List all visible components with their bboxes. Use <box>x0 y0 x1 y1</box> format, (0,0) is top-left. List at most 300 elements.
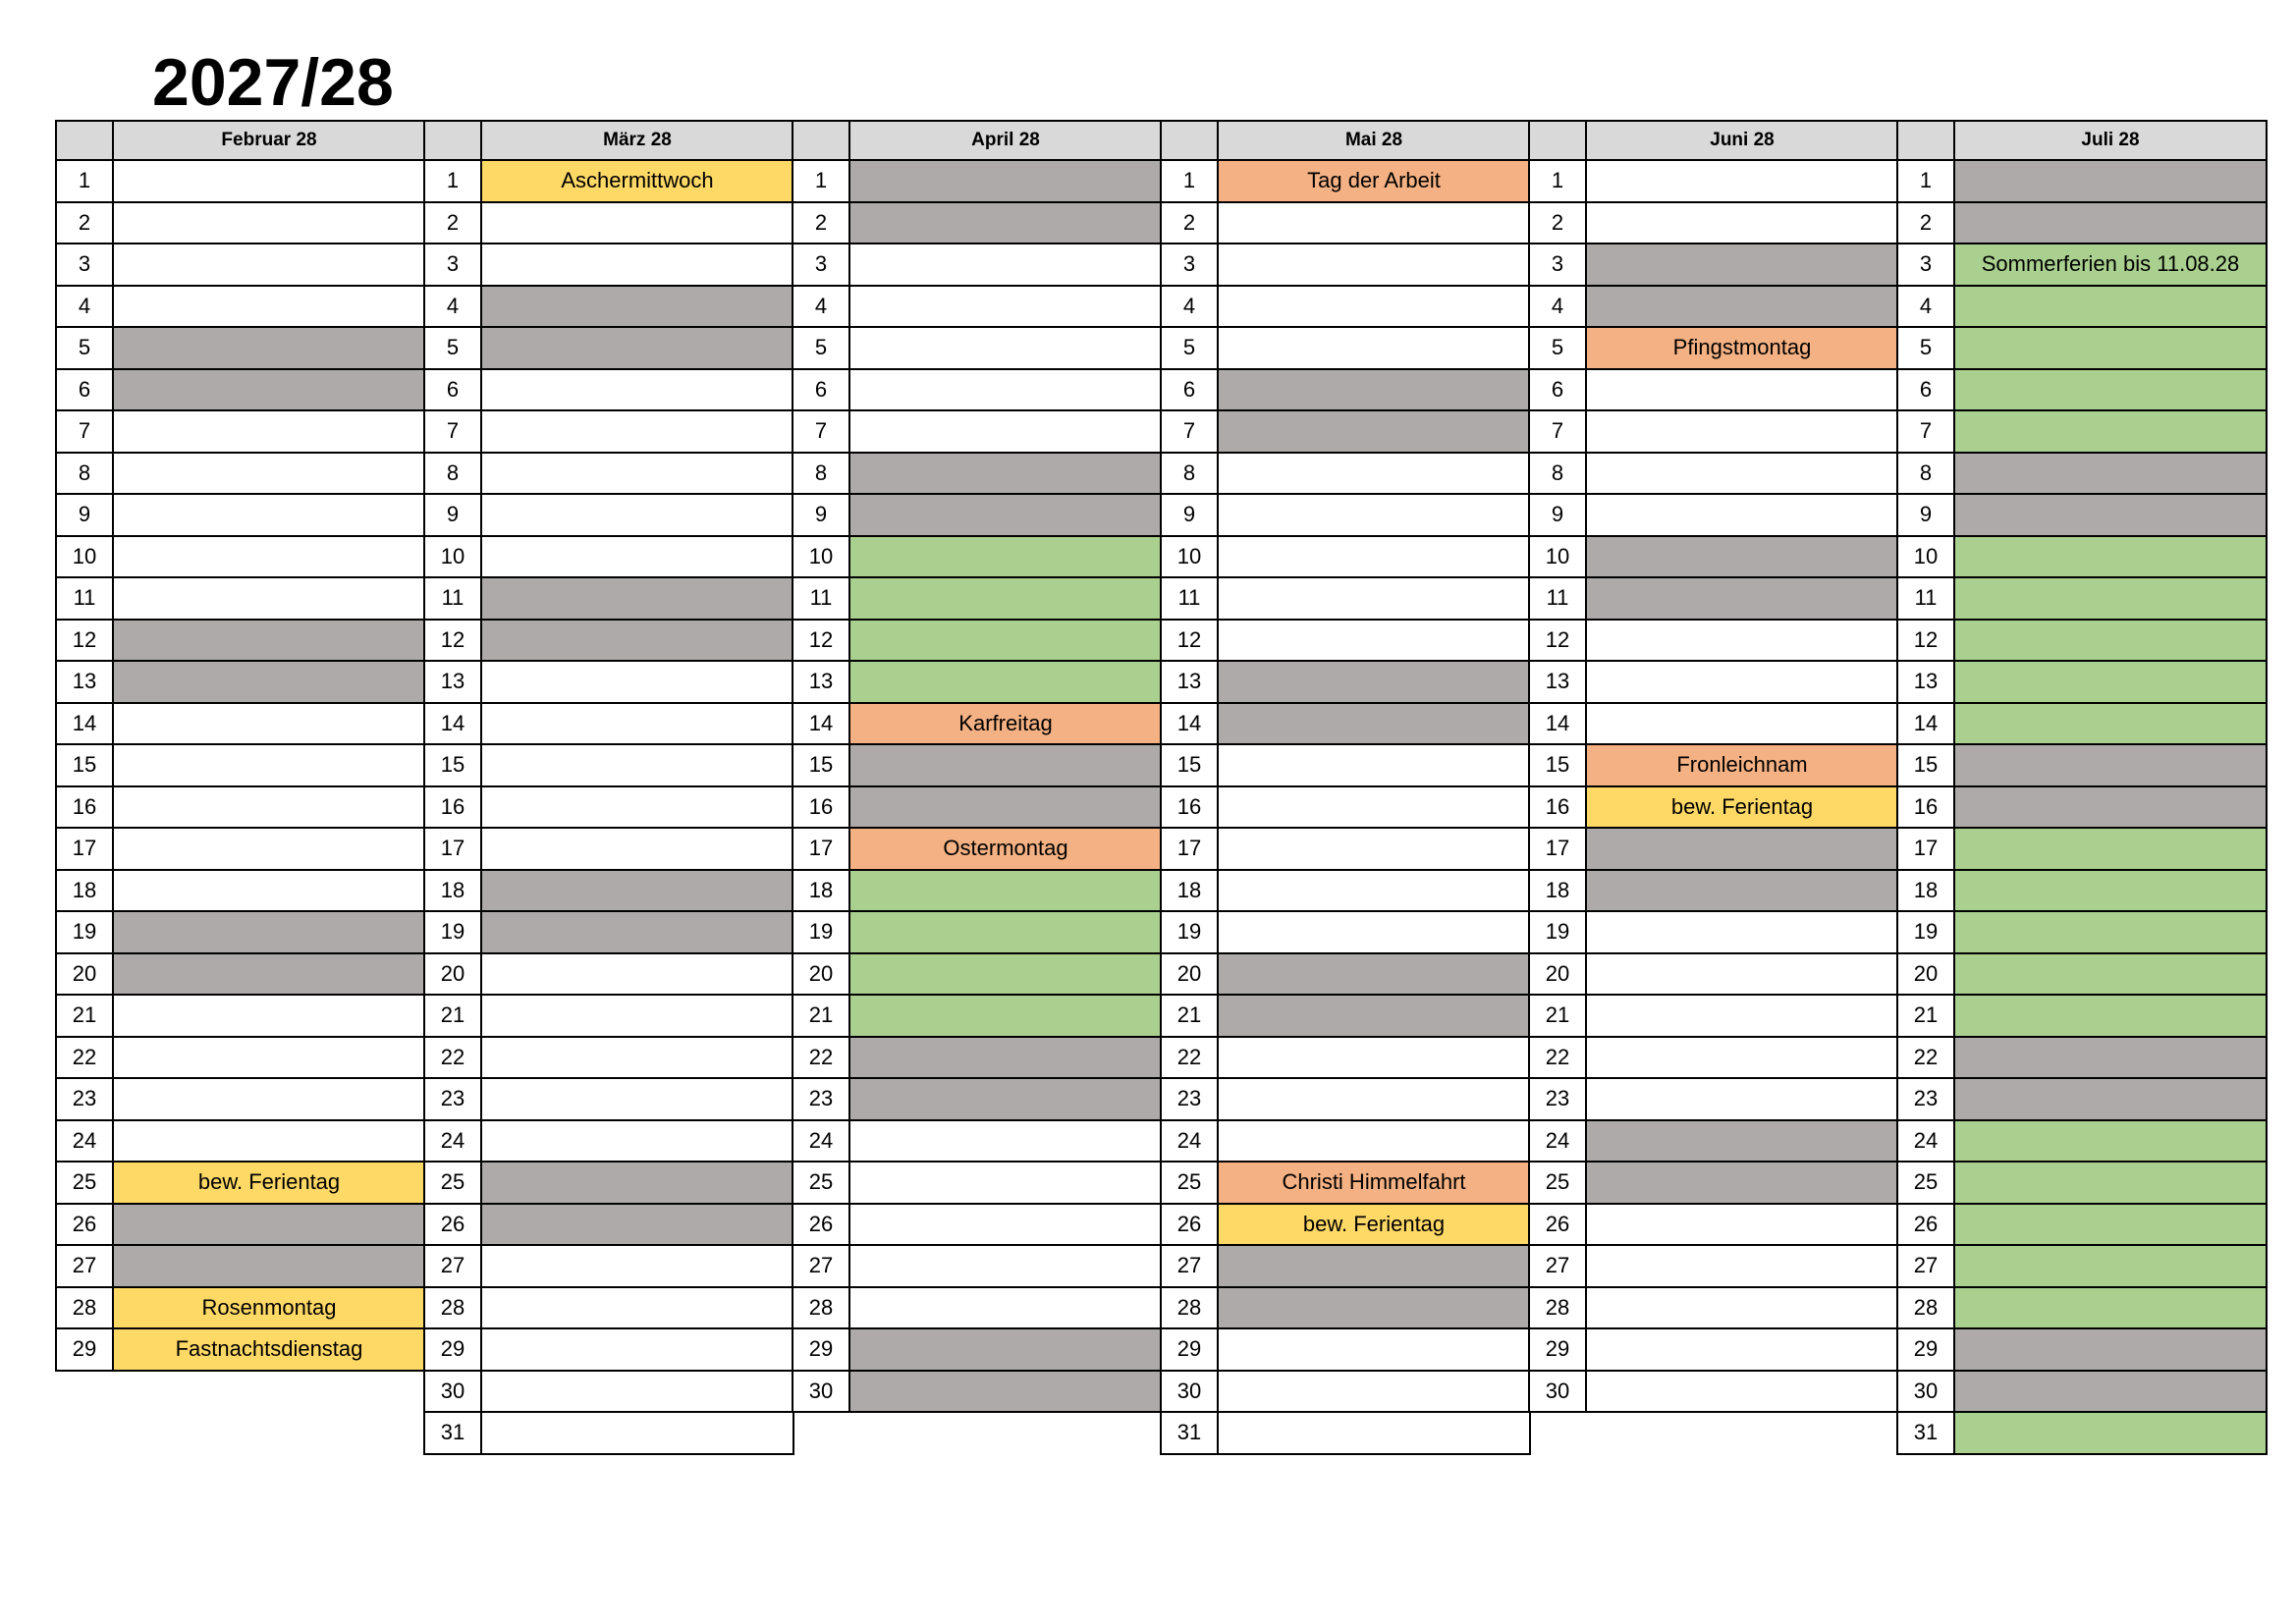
day-cell[interactable] <box>112 328 426 370</box>
day-number: 21 <box>1160 996 1217 1038</box>
day-row <box>423 621 794 663</box>
day-cell[interactable] <box>848 745 1163 787</box>
day-cell[interactable] <box>1953 578 2268 621</box>
day-cell[interactable] <box>1953 495 2268 537</box>
day-cell[interactable]: Tag der Arbeit <box>1217 161 1531 203</box>
day-number: 27 <box>1896 1246 1953 1288</box>
day-cell[interactable] <box>1217 1079 1531 1121</box>
day-row <box>423 787 794 830</box>
day-cell[interactable] <box>1217 1372 1531 1414</box>
day-number: 25 <box>1160 1163 1217 1205</box>
day-cell[interactable] <box>1953 871 2268 913</box>
day-cell[interactable] <box>1585 1205 1899 1247</box>
day-number: 16 <box>1160 787 1217 830</box>
day-cell[interactable] <box>1953 954 2268 997</box>
day-cell[interactable] <box>1585 411 1899 454</box>
day-row <box>1528 328 1899 370</box>
day-number: 11 <box>1160 578 1217 621</box>
day-number-header <box>55 120 112 161</box>
day-cell[interactable] <box>480 1205 794 1247</box>
day-cell[interactable] <box>112 578 426 621</box>
day-cell[interactable] <box>1585 1121 1899 1163</box>
day-cell[interactable] <box>848 1372 1163 1414</box>
day-number: 16 <box>1896 787 1953 830</box>
day-cell[interactable] <box>1953 787 2268 830</box>
day-row <box>55 996 426 1038</box>
day-row <box>1160 1163 1531 1205</box>
day-row <box>423 203 794 245</box>
day-cell[interactable] <box>1217 912 1531 954</box>
day-cell[interactable] <box>848 370 1163 412</box>
day-cell[interactable] <box>112 1079 426 1121</box>
day-cell[interactable] <box>1217 1329 1531 1372</box>
day-number: 25 <box>55 1163 112 1205</box>
day-cell[interactable] <box>1217 745 1531 787</box>
day-row <box>1528 203 1899 245</box>
day-row <box>1528 161 1899 203</box>
day-number: 28 <box>792 1288 848 1330</box>
day-cell[interactable] <box>848 244 1163 287</box>
day-row <box>423 954 794 997</box>
day-cell[interactable] <box>1217 621 1531 663</box>
day-cell[interactable] <box>1217 495 1531 537</box>
day-cell[interactable] <box>480 495 794 537</box>
day-cell[interactable] <box>1585 1329 1899 1372</box>
day-cell[interactable] <box>1217 244 1531 287</box>
day-cell[interactable] <box>1217 1288 1531 1330</box>
day-row <box>1160 1413 1531 1455</box>
day-number: 26 <box>1528 1205 1585 1247</box>
day-row <box>1160 829 1531 871</box>
day-cell[interactable]: Rosenmontag <box>112 1288 426 1330</box>
day-cell[interactable]: Fronleichnam <box>1585 745 1899 787</box>
day-row <box>423 287 794 329</box>
day-cell[interactable] <box>1585 495 1899 537</box>
day-cell[interactable] <box>848 1205 1163 1247</box>
day-number: 26 <box>1160 1205 1217 1247</box>
day-number: 13 <box>1896 662 1953 704</box>
day-row <box>792 1372 1163 1414</box>
day-number: 8 <box>423 454 480 496</box>
day-cell[interactable] <box>480 1413 794 1455</box>
day-row <box>423 578 794 621</box>
day-cell[interactable] <box>480 871 794 913</box>
day-number: 16 <box>792 787 848 830</box>
day-row <box>792 578 1163 621</box>
day-cell[interactable] <box>1953 1121 2268 1163</box>
day-cell[interactable] <box>480 787 794 830</box>
day-number: 2 <box>792 203 848 245</box>
day-row <box>1160 370 1531 412</box>
day-cell[interactable] <box>480 912 794 954</box>
day-cell[interactable] <box>1953 704 2268 746</box>
day-cell[interactable] <box>112 996 426 1038</box>
day-cell[interactable] <box>848 328 1163 370</box>
day-row <box>1896 1079 2268 1121</box>
day-row <box>1160 704 1531 746</box>
day-cell[interactable] <box>1217 704 1531 746</box>
day-cell[interactable] <box>1953 662 2268 704</box>
day-number: 9 <box>1160 495 1217 537</box>
day-row <box>1528 578 1899 621</box>
day-cell[interactable] <box>1585 829 1899 871</box>
day-cell[interactable] <box>848 1163 1163 1205</box>
day-cell[interactable] <box>848 662 1163 704</box>
day-cell[interactable] <box>1953 1329 2268 1372</box>
day-row <box>792 537 1163 579</box>
day-row <box>423 1205 794 1247</box>
day-cell[interactable] <box>1953 1288 2268 1330</box>
day-cell[interactable] <box>1217 370 1531 412</box>
day-cell[interactable] <box>480 1329 794 1372</box>
day-number: 1 <box>1160 161 1217 203</box>
day-row <box>792 161 1163 203</box>
day-cell[interactable] <box>848 1288 1163 1330</box>
day-cell[interactable] <box>480 454 794 496</box>
day-cell[interactable] <box>848 1329 1163 1372</box>
day-row <box>1160 161 1531 203</box>
day-cell[interactable] <box>1953 1372 2268 1414</box>
day-cell[interactable] <box>112 161 426 203</box>
day-cell[interactable] <box>480 704 794 746</box>
day-cell[interactable] <box>1217 578 1531 621</box>
day-number: 2 <box>423 203 480 245</box>
day-cell[interactable] <box>848 912 1163 954</box>
day-cell[interactable] <box>1217 537 1531 579</box>
day-number: 20 <box>1896 954 1953 997</box>
day-number: 17 <box>55 829 112 871</box>
day-cell[interactable] <box>848 411 1163 454</box>
day-cell[interactable] <box>1953 328 2268 370</box>
day-cell[interactable] <box>1217 996 1531 1038</box>
day-cell[interactable] <box>112 621 426 663</box>
day-cell[interactable] <box>1217 662 1531 704</box>
day-cell[interactable] <box>112 203 426 245</box>
day-cell[interactable] <box>1217 954 1531 997</box>
day-cell[interactable] <box>1217 1246 1531 1288</box>
day-cell[interactable] <box>848 495 1163 537</box>
day-row <box>792 287 1163 329</box>
day-cell[interactable] <box>112 454 426 496</box>
day-cell[interactable] <box>480 996 794 1038</box>
day-number: 13 <box>1160 662 1217 704</box>
day-cell[interactable] <box>480 662 794 704</box>
day-cell[interactable] <box>1585 203 1899 245</box>
day-cell[interactable] <box>480 829 794 871</box>
day-cell[interactable] <box>1585 370 1899 412</box>
day-cell[interactable] <box>480 1372 794 1414</box>
day-number: 6 <box>792 370 848 412</box>
day-cell[interactable] <box>1953 829 2268 871</box>
day-cell[interactable] <box>1585 244 1899 287</box>
day-cell[interactable] <box>1585 537 1899 579</box>
day-number: 20 <box>55 954 112 997</box>
day-cell[interactable] <box>1217 1413 1531 1455</box>
day-cell[interactable]: bew. Ferientag <box>112 1163 426 1205</box>
day-cell[interactable] <box>848 996 1163 1038</box>
day-number: 28 <box>55 1288 112 1330</box>
day-cell[interactable]: bew. Ferientag <box>1217 1205 1531 1247</box>
day-cell[interactable] <box>1585 1372 1899 1414</box>
day-cell[interactable] <box>480 1121 794 1163</box>
day-number: 17 <box>792 829 848 871</box>
day-row <box>792 1079 1163 1121</box>
day-number: 15 <box>1160 745 1217 787</box>
day-row <box>55 454 426 496</box>
day-cell[interactable] <box>480 370 794 412</box>
day-row <box>55 1079 426 1121</box>
day-cell[interactable] <box>1585 621 1899 663</box>
day-row <box>1160 996 1531 1038</box>
day-cell[interactable]: bew. Ferientag <box>1585 787 1899 830</box>
day-cell[interactable] <box>112 704 426 746</box>
day-cell[interactable] <box>1585 1038 1899 1080</box>
day-row <box>1896 1163 2268 1205</box>
day-cell[interactable] <box>112 370 426 412</box>
day-number: 28 <box>423 1288 480 1330</box>
day-cell[interactable] <box>112 787 426 830</box>
day-number: 31 <box>1160 1413 1217 1455</box>
day-row <box>1528 871 1899 913</box>
day-number: 21 <box>1528 996 1585 1038</box>
day-cell[interactable] <box>848 287 1163 329</box>
day-cell[interactable] <box>112 1121 426 1163</box>
day-cell[interactable] <box>480 244 794 287</box>
day-cell[interactable] <box>1217 829 1531 871</box>
day-cell[interactable]: Karfreitag <box>848 704 1163 746</box>
day-cell[interactable] <box>1953 745 2268 787</box>
day-cell[interactable] <box>1953 1163 2268 1205</box>
day-row <box>423 537 794 579</box>
day-cell[interactable] <box>112 1205 426 1247</box>
day-cell[interactable] <box>112 871 426 913</box>
day-row <box>55 1329 426 1372</box>
day-cell[interactable]: Christi Himmelfahrt <box>1217 1163 1531 1205</box>
day-cell[interactable] <box>112 954 426 997</box>
day-cell[interactable] <box>1953 370 2268 412</box>
day-cell[interactable] <box>1953 537 2268 579</box>
day-cell[interactable] <box>480 411 794 454</box>
day-cell[interactable] <box>1953 454 2268 496</box>
day-cell[interactable] <box>1217 1038 1531 1080</box>
day-cell[interactable] <box>1953 203 2268 245</box>
day-row <box>1528 1372 1899 1414</box>
day-number: 22 <box>792 1038 848 1080</box>
day-cell[interactable] <box>112 244 426 287</box>
day-cell[interactable] <box>1585 1079 1899 1121</box>
day-cell[interactable]: Fastnachtsdienstag <box>112 1329 426 1372</box>
day-cell[interactable] <box>1585 578 1899 621</box>
day-cell[interactable] <box>1585 954 1899 997</box>
day-number: 27 <box>1160 1246 1217 1288</box>
day-cell[interactable]: Ostermontag <box>848 829 1163 871</box>
month-name: Juli 28 <box>1953 120 2268 161</box>
day-row <box>55 1246 426 1288</box>
day-cell[interactable] <box>1217 287 1531 329</box>
day-cell[interactable] <box>480 1246 794 1288</box>
day-cell[interactable]: Pfingstmontag <box>1585 328 1899 370</box>
day-number: 7 <box>423 411 480 454</box>
day-cell[interactable] <box>1585 1163 1899 1205</box>
day-number: 29 <box>1528 1329 1585 1372</box>
day-row <box>55 704 426 746</box>
day-cell[interactable] <box>1585 287 1899 329</box>
day-cell[interactable] <box>112 1246 426 1288</box>
day-cell[interactable] <box>848 871 1163 913</box>
day-cell[interactable] <box>848 1038 1163 1080</box>
day-number: 22 <box>423 1038 480 1080</box>
day-row <box>423 370 794 412</box>
day-cell[interactable] <box>112 495 426 537</box>
day-cell[interactable] <box>1953 1038 2268 1080</box>
day-cell[interactable] <box>112 287 426 329</box>
day-cell[interactable] <box>848 1246 1163 1288</box>
day-cell[interactable]: Sommerferien bis 11.08.28 <box>1953 244 2268 287</box>
day-cell[interactable] <box>480 1079 794 1121</box>
day-cell[interactable] <box>848 954 1163 997</box>
day-row <box>1528 787 1899 830</box>
day-cell[interactable] <box>1585 871 1899 913</box>
day-row <box>1160 203 1531 245</box>
day-cell[interactable] <box>1953 996 2268 1038</box>
day-cell[interactable] <box>1953 912 2268 954</box>
day-number: 15 <box>423 745 480 787</box>
day-number: 7 <box>55 411 112 454</box>
day-cell[interactable] <box>480 537 794 579</box>
day-cell[interactable] <box>848 1079 1163 1121</box>
day-number: 6 <box>1896 370 1953 412</box>
day-row <box>423 1329 794 1372</box>
month-header <box>423 120 794 161</box>
day-row <box>55 787 426 830</box>
day-number: 22 <box>55 1038 112 1080</box>
day-number: 12 <box>423 621 480 663</box>
day-cell[interactable] <box>1217 454 1531 496</box>
day-cell[interactable] <box>480 745 794 787</box>
day-row <box>55 1205 426 1247</box>
day-cell[interactable] <box>112 745 426 787</box>
day-row <box>792 411 1163 454</box>
day-number: 9 <box>423 495 480 537</box>
day-row <box>55 370 426 412</box>
day-cell[interactable] <box>848 537 1163 579</box>
day-row <box>1896 287 2268 329</box>
day-cell[interactable] <box>848 203 1163 245</box>
day-cell[interactable] <box>480 578 794 621</box>
day-cell[interactable] <box>848 1121 1163 1163</box>
day-cell[interactable] <box>480 287 794 329</box>
day-row <box>1160 578 1531 621</box>
day-cell[interactable] <box>480 328 794 370</box>
day-number-header <box>1896 120 1953 161</box>
day-row <box>423 1121 794 1163</box>
day-cell[interactable] <box>1585 454 1899 496</box>
day-cell[interactable] <box>1585 912 1899 954</box>
day-number-header <box>1528 120 1585 161</box>
day-cell[interactable] <box>1585 1288 1899 1330</box>
day-cell[interactable] <box>1217 411 1531 454</box>
day-row <box>55 244 426 287</box>
day-row <box>1160 244 1531 287</box>
day-cell[interactable] <box>1585 161 1899 203</box>
day-row <box>1160 287 1531 329</box>
day-cell[interactable] <box>1953 1205 2268 1247</box>
day-row <box>55 621 426 663</box>
day-cell[interactable] <box>1217 871 1531 913</box>
day-cell[interactable] <box>1217 1121 1531 1163</box>
day-cell[interactable] <box>1953 411 2268 454</box>
day-number: 12 <box>1528 621 1585 663</box>
day-number: 19 <box>1896 912 1953 954</box>
day-cell[interactable] <box>1953 287 2268 329</box>
day-number: 27 <box>1528 1246 1585 1288</box>
day-number: 2 <box>1528 203 1585 245</box>
day-cell[interactable] <box>112 912 426 954</box>
day-cell[interactable] <box>1585 996 1899 1038</box>
day-row <box>1160 1329 1531 1372</box>
day-row <box>55 1288 426 1330</box>
day-cell[interactable] <box>848 578 1163 621</box>
day-number: 19 <box>423 912 480 954</box>
day-cell[interactable] <box>1217 328 1531 370</box>
day-cell[interactable] <box>1953 1079 2268 1121</box>
day-cell[interactable] <box>1217 203 1531 245</box>
day-cell[interactable] <box>112 1038 426 1080</box>
day-number: 15 <box>55 745 112 787</box>
day-cell[interactable] <box>1953 1246 2268 1288</box>
day-cell[interactable] <box>1953 161 2268 203</box>
day-cell[interactable] <box>112 537 426 579</box>
day-cell[interactable] <box>1217 787 1531 830</box>
day-cell[interactable] <box>480 1038 794 1080</box>
day-cell[interactable] <box>1953 1413 2268 1455</box>
day-cell[interactable] <box>1585 704 1899 746</box>
day-row <box>792 1329 1163 1372</box>
day-row <box>792 787 1163 830</box>
day-cell[interactable] <box>848 454 1163 496</box>
day-row <box>1528 1288 1899 1330</box>
day-row <box>423 1038 794 1080</box>
day-number: 7 <box>1160 411 1217 454</box>
day-row <box>1896 203 2268 245</box>
day-row <box>792 1038 1163 1080</box>
day-cell[interactable] <box>480 203 794 245</box>
day-number: 4 <box>423 287 480 329</box>
day-cell[interactable] <box>112 662 426 704</box>
day-row <box>1528 244 1899 287</box>
day-cell[interactable] <box>1585 662 1899 704</box>
day-number: 18 <box>55 871 112 913</box>
day-cell[interactable] <box>480 954 794 997</box>
day-row <box>1528 996 1899 1038</box>
day-cell[interactable] <box>112 411 426 454</box>
day-cell[interactable] <box>848 161 1163 203</box>
day-cell[interactable] <box>1585 1246 1899 1288</box>
day-cell[interactable] <box>480 1288 794 1330</box>
day-row <box>792 1163 1163 1205</box>
day-row <box>792 370 1163 412</box>
day-cell[interactable] <box>480 1163 794 1205</box>
day-cell[interactable] <box>480 621 794 663</box>
day-cell[interactable] <box>112 829 426 871</box>
day-cell[interactable]: Aschermittwoch <box>480 161 794 203</box>
day-cell[interactable] <box>848 621 1163 663</box>
day-row <box>423 745 794 787</box>
day-cell[interactable] <box>848 787 1163 830</box>
day-row <box>55 537 426 579</box>
day-number: 26 <box>792 1205 848 1247</box>
day-cell[interactable] <box>1953 621 2268 663</box>
